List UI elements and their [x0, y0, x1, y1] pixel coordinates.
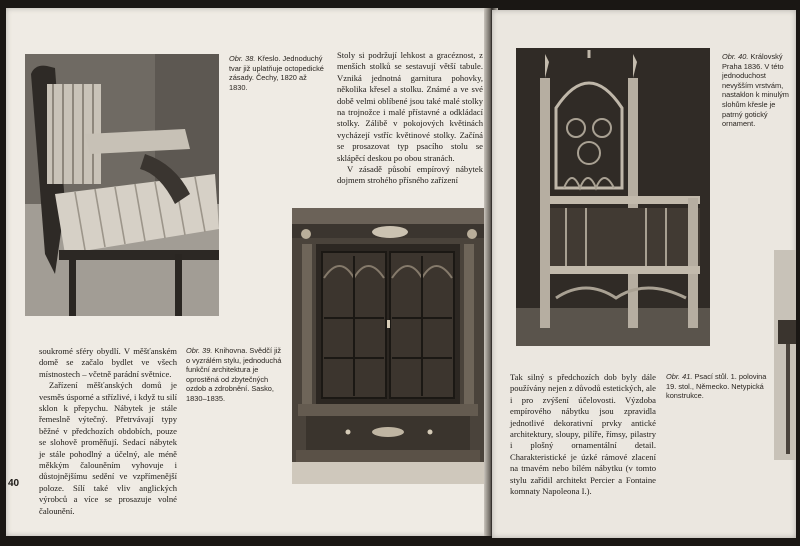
caption-label: Obr. 39.	[186, 346, 213, 355]
paragraph: Zařízení měšťanských domů je vesměs úsporné a střízlivé, i když tu silí sklon k přepychu. Nábytek je stále řemeslně výtečný. Přetrvávají typy běžné v předchozích obdobích, pouze se slohově proměňují. Sedací nábytek je stále pohodlný a účelný, ale méně měkkým čalouněním vyhovuje i důstojnějšímu sedění ve vzpřímenější poloze. Sílí také vliv anglických výrobců a více se prosazuje volné čalounění.	[39, 380, 177, 516]
page-number: 40	[8, 478, 20, 489]
caption-label: Obr. 38.	[229, 54, 256, 63]
caption-figure-38	[229, 54, 325, 92]
caption-figure-41	[666, 372, 770, 401]
caption-text: Křeslo. Jednoduchý tvar již uplatňuje octopedické zásady. Čechy, 1820 až 1830.	[229, 54, 324, 92]
text-column-upper	[337, 50, 483, 187]
paragraph: soukromé sféry obydlí. V měšťanském domě se začalo bydlet ve všech místnostech – včetně parádní světnice.	[39, 346, 177, 379]
writing-desk-photo	[774, 250, 796, 460]
caption-label: Obr. 40.	[722, 52, 749, 61]
paragraph: V zásadě působí empírový nábytek dojmem strohého přísného zařízení	[337, 164, 483, 186]
caption-figure-40	[722, 52, 796, 129]
caption-label: Obr. 41.	[666, 372, 693, 381]
gothic-armchair-photo	[516, 48, 710, 346]
paragraph: Stoly si podržují lehkost a gracéznost, z menších stolků se sestavují větší tabule. Vzniká jednotná garnitura pohovky, několika křesel a stolku. Známé a ve své době velmi oblíbené jsou také malé stolky na trojnožce i malé přístavné a odkládací stolky. Zálibě v pokojových květinách vycházejí vstříc květinové stolky. Začíná se prosazovat typ psacího stolu se sklápěcí deskou po obou stranách.	[337, 50, 483, 163]
bookcase-photo	[292, 208, 484, 484]
caption-text: Knihovna. Svědčí již o vyzrálém stylu, jednoduchá funkční architektura je oprostěná od zbytečných ozdob a zdrobnění. Sasko, 1830–1835.	[186, 346, 282, 403]
caption-figure-39	[186, 346, 284, 404]
armchair-photo	[25, 54, 219, 316]
caption-text: Královský Praha 1836. V této jednoduchost nevyšším vrstvám, nastaklon k minulým slohům křesle je patrný gotický ornament.	[722, 52, 789, 129]
text-column-lower	[39, 346, 177, 517]
paragraph: Tak silný s předchozích dob byly dále používány nejen z důvodů estetických, ale i pro zvýšení účelovosti. Výzdoba empírového nábytku jsou zpravidla jednotlivé dekorativní prvky antické architektury, sloupy, pilíře, římsy, pilastry i plošný ornamentální detail. Charakteristické je úzké rámové zlacení na tmavém nebo bílém nábytku (v tomto stylu zařídil architekt Percier a Fontaine komnaty Napoleona I.).	[510, 372, 656, 497]
text-column-right	[510, 372, 656, 497]
caption-text: Psací stůl. 1. polovina 19. stol., Německo. Netypická konstrukce.	[666, 372, 767, 401]
